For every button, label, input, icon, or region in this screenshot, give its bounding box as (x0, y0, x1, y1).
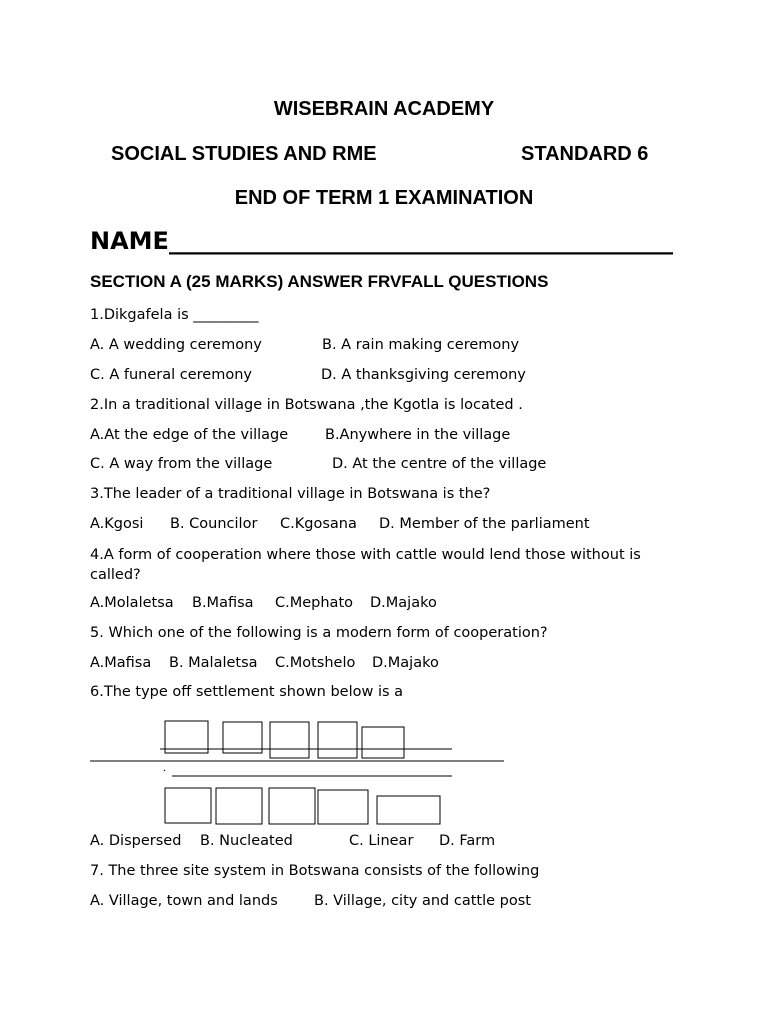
q2-option-d: D. At the centre of the village (332, 456, 547, 472)
q1-option-b: B. A rain making ceremony (322, 337, 520, 353)
question-2: 2.In a traditional village in Botswana ,the Kgotla is located . (90, 397, 523, 413)
q7-option-b: B. Village, city and cattle post (314, 893, 531, 909)
q1-option-c: C. A funeral ceremony (90, 367, 252, 383)
q5-option-c: C.Motshelo (275, 655, 356, 671)
name-field: NAME__________________________________________ (90, 227, 673, 255)
q2-option-a: A.At the edge of the village (90, 427, 289, 443)
q2-option-c: C. A way from the village (90, 456, 273, 472)
question-7: 7. The three site system in Botswana consists of the following (90, 863, 540, 879)
subject-title: SOCIAL STUDIES AND RME (111, 143, 377, 165)
q3-option-c: C.Kgosana (280, 516, 357, 532)
q4-option-b: B.Mafisa (192, 595, 254, 611)
road-tick (164, 770, 165, 771)
q5-option-d: D.Majako (372, 655, 439, 671)
question-1: 1.Dikgafela is _________ (90, 307, 259, 323)
house-bottom-2 (216, 788, 262, 824)
q3-option-b: B. Councilor (170, 516, 258, 532)
exam-title: END OF TERM 1 EXAMINATION (234, 187, 534, 209)
house-top-4 (318, 722, 357, 758)
standard-label: STANDARD 6 (521, 143, 649, 165)
house-bottom-3 (269, 788, 315, 824)
house-bottom-1 (165, 788, 211, 823)
house-bottom-4 (318, 790, 368, 824)
house-top-5 (362, 727, 404, 758)
school-name: WISEBRAIN ACADEMY (273, 98, 495, 120)
q2-option-b: B.Anywhere in the village (325, 427, 511, 443)
q1-option-a: A. A wedding ceremony (90, 337, 262, 353)
q6-option-a: A. Dispersed (90, 833, 182, 849)
q7-option-a: A. Village, town and lands (90, 893, 278, 909)
section-heading: SECTION A (25 MARKS) ANSWER FRVFALL QUESTIONS (90, 272, 549, 291)
question-3: 3.The leader of a traditional village in Botswana is the? (90, 486, 491, 502)
q4-option-c: C.Mephato (275, 595, 354, 611)
house-bottom-5 (377, 796, 440, 824)
question-4: 4.A form of cooperation where those with cattle would lend those without is called? (90, 547, 641, 583)
q3-option-d: D. Member of the parliament (379, 516, 590, 532)
q6-option-c: C. Linear (349, 833, 414, 849)
q1-option-d: D. A thanksgiving ceremony (321, 367, 526, 383)
house-top-2 (223, 722, 262, 753)
q6-option-b: B. Nucleated (200, 833, 293, 849)
question-5: 5. Which one of the following is a modern form of cooperation? (90, 625, 548, 641)
q5-option-b: B. Malaletsa (169, 655, 258, 671)
house-top-3 (270, 722, 309, 758)
question-6: 6.The type off settlement shown below is a (90, 684, 404, 700)
q4-option-a: A.Molaletsa (90, 595, 174, 611)
q3-option-a: A.Kgosi (90, 516, 144, 532)
house-top-1 (165, 721, 208, 753)
q5-option-a: A.Mafisa (90, 655, 152, 671)
q6-option-d: D. Farm (439, 833, 496, 849)
q4-option-d: D.Majako (370, 595, 437, 611)
